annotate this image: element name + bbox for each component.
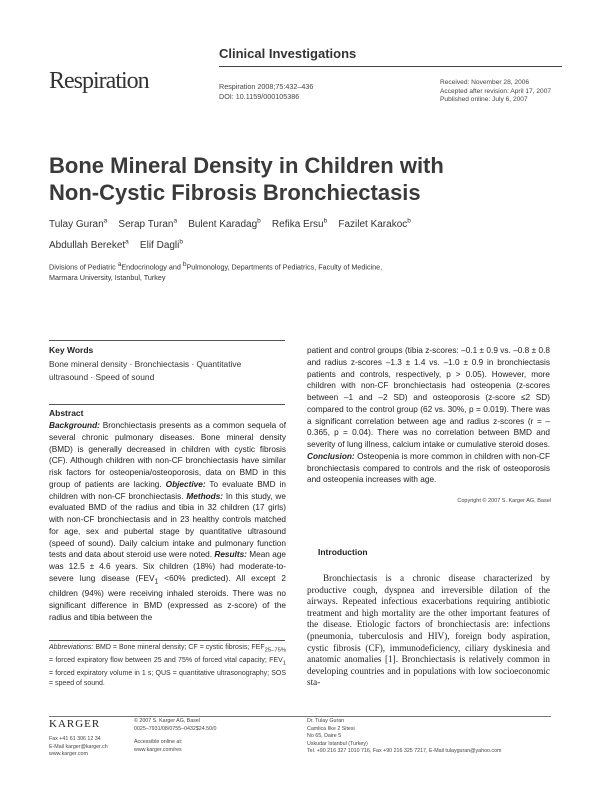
footer-publisher-contact: Fax +41 61 306 12 34 E-Mail karger@karger.ch www.karger.com <box>49 736 129 759</box>
background-label: Background: <box>49 421 100 430</box>
abstract-right-column: patient and control groups (tibia z-scores: –0.1 ± 0.9 vs. –0.8 ± 0.8 and radius z-scores –1.3 ± 1.4 vs. –1.0 ± 0.9 in bronchiectasis patients and controls, respectively, p > 0.05). However, more children with non-CF bronchiectasis had osteopenia (z-scores between –1 and –2 SD) and osteoporosis (z-score ≤2 SD) compared to the control group (62 vs. 30%, p = 0.019). There was a significant correlation between age and radius z-scores (r = –0.365, p = 0.04). There was no correlation between BMD and severity of lung illness, calcium intake or cumulative steroid doses. Conclusion: Osteopenia is more common in children with non-CF bronchiectasis compared to controls and the risk of osteoporosis and osteopenia increases with age. <box>307 346 550 485</box>
author: Serap Turan$^a$ <box>118 218 178 231</box>
abstract-rule <box>49 404 285 405</box>
affiliation: Divisions of Pediatric $^a$Endocrinology and $^b$Pulmonology, Departments of Pediatrics, Faculty of Medicine, Marmara University, Istanbul, Turkey <box>49 261 383 282</box>
received-date: Received: November 28, 2006 <box>440 79 530 86</box>
author: Refika Ersu$^b$ <box>271 218 328 231</box>
author: Tulay Guran$^a$ <box>49 218 108 231</box>
abbreviations: Abbreviations: BMD = Bone mineral density; CF = cystic fibrosis; $FEF_{25-75\%}$ = forced expiratory flow between 25 and 75% of forced vital capacity; $FEV_1$ = forced expiratory volume in 1 s; QUS = quantitative ultrasonography; SOS = speed of sound. <box>49 644 286 688</box>
dates-block <box>440 79 551 105</box>
published-date: Published online: July 6, 2007 <box>440 96 528 103</box>
keywords-heading: Key Words <box>49 345 94 355</box>
section-heading: Clinical Investigations <box>219 46 357 61</box>
abstract-heading: Abstract <box>49 408 84 418</box>
abstract-copyright: Copyright © 2007 S. Karger AG, Basel <box>457 498 551 504</box>
title-line-2: Non-Cystic Fibrosis Bronchiectasis <box>49 180 421 205</box>
introduction-paragraph: Bronchiectasis is a chronic disease characterized by productive cough, dyspnea and irreversible dilation of the airways. Repeated infectious exacerbations requiring antibiotic treatment and high mortality are the other important features of the disease. Etiologic factors of bronchiectasis are: infections (pneumonia, tuberculosis and HIV), foreign body aspiration, cystic fibrosis (CF), immunodeficiency, ciliary dyskinesia and anatomic anomalies [1]. Bronchiectasis is relatively common in developing countries and in populations with low socioeconomic sta- <box>307 573 550 688</box>
abstract-left-column: Background: Bronchiectasis presents as a common sequela of several chronic pulmonary diseases. Bone mineral density (BMD) is generally decreased in children with cystic fibrosis (CF). Although children with non-CF bronchiectasis have similar risk factors for osteopenia/osteoporosis, data on BMD in this group of patients are lacking. Objective: To evaluate BMD in children with non-CF bronchiectasis. Methods: In this study, we evaluated BMD of the radius and tibia in 32 children (17 girls) with non-CF bronchiectasis and in 23 healthy controls matched for age, sex and pubertal stage by quantitative ultrasound (speed of sound). Daily calcium intake and pulmonary function tests and data about steroid use were noted. Results: Mean age was 12.5 ± 4.6 years. Six children (18%) had moderate-to-severe lung disease ($FEV_1 <60\%$ predicted). All except 2 children (94%) were receiving inhaled steroids. There was no significant difference in BMD (expressed as z-score) of the radius and tibia between the <box>49 421 286 622</box>
footer-copyright-block: © 2007 S. Karger AG, Basel 0025–7931/08/0755–0432$24.50/0 Accessible online at: www.karger.com/res <box>134 718 264 754</box>
footer-rule <box>49 716 551 717</box>
karger-logo: KARGER <box>49 718 101 730</box>
methods-label: Methods: <box>186 491 224 501</box>
article-title <box>49 152 569 206</box>
introduction-body <box>307 573 550 689</box>
journal-url-link[interactable]: www.karger.com/res <box>134 746 182 753</box>
results-label: Results: <box>214 550 247 560</box>
doi: DOI: 10.1159/000105386 <box>219 91 300 101</box>
footer-correspondence: Dr. Tulay Guran Camlica Ilke 2 Sitesi No 65, Daire 5 Uskudar Istanbul (Turkey) Tel. +90 216 327 1010 716, Fax +90 216 325 7217, E-Mail tulayguran@yahoo.com <box>307 718 502 755</box>
objective-label: Objective: <box>165 479 206 489</box>
keywords: Bone mineral density · Bronchiectasis · Quantitative ultrasound · Speed of sound <box>49 359 242 382</box>
citation-block <box>219 82 313 101</box>
authors-row-2 <box>49 233 569 253</box>
title-line-1: Bone Mineral Density in Children with <box>49 153 444 178</box>
abbreviations-rule <box>49 640 285 641</box>
authors <box>49 213 569 254</box>
conclusion-label: Conclusion: <box>307 451 355 461</box>
authors-row-1 <box>49 213 569 233</box>
citation: Respiration 2008;75:432–436 <box>219 82 314 91</box>
journal-logo: Respiration <box>49 68 149 94</box>
header-rule <box>219 66 562 67</box>
publisher-website-link[interactable]: www.karger.com <box>49 751 88 758</box>
introduction-heading: Introduction <box>318 547 368 557</box>
author: Abdullah Bereket$^a$ <box>49 238 129 251</box>
accepted-date: Accepted after revision: April 17, 2007 <box>440 87 552 95</box>
author: Fazilet Karakoc$^b$ <box>338 218 411 231</box>
author: Elif Dagli$^b$ <box>139 238 184 251</box>
author: Bulent Karadag$^b$ <box>188 218 261 231</box>
keywords-rule <box>49 340 285 341</box>
